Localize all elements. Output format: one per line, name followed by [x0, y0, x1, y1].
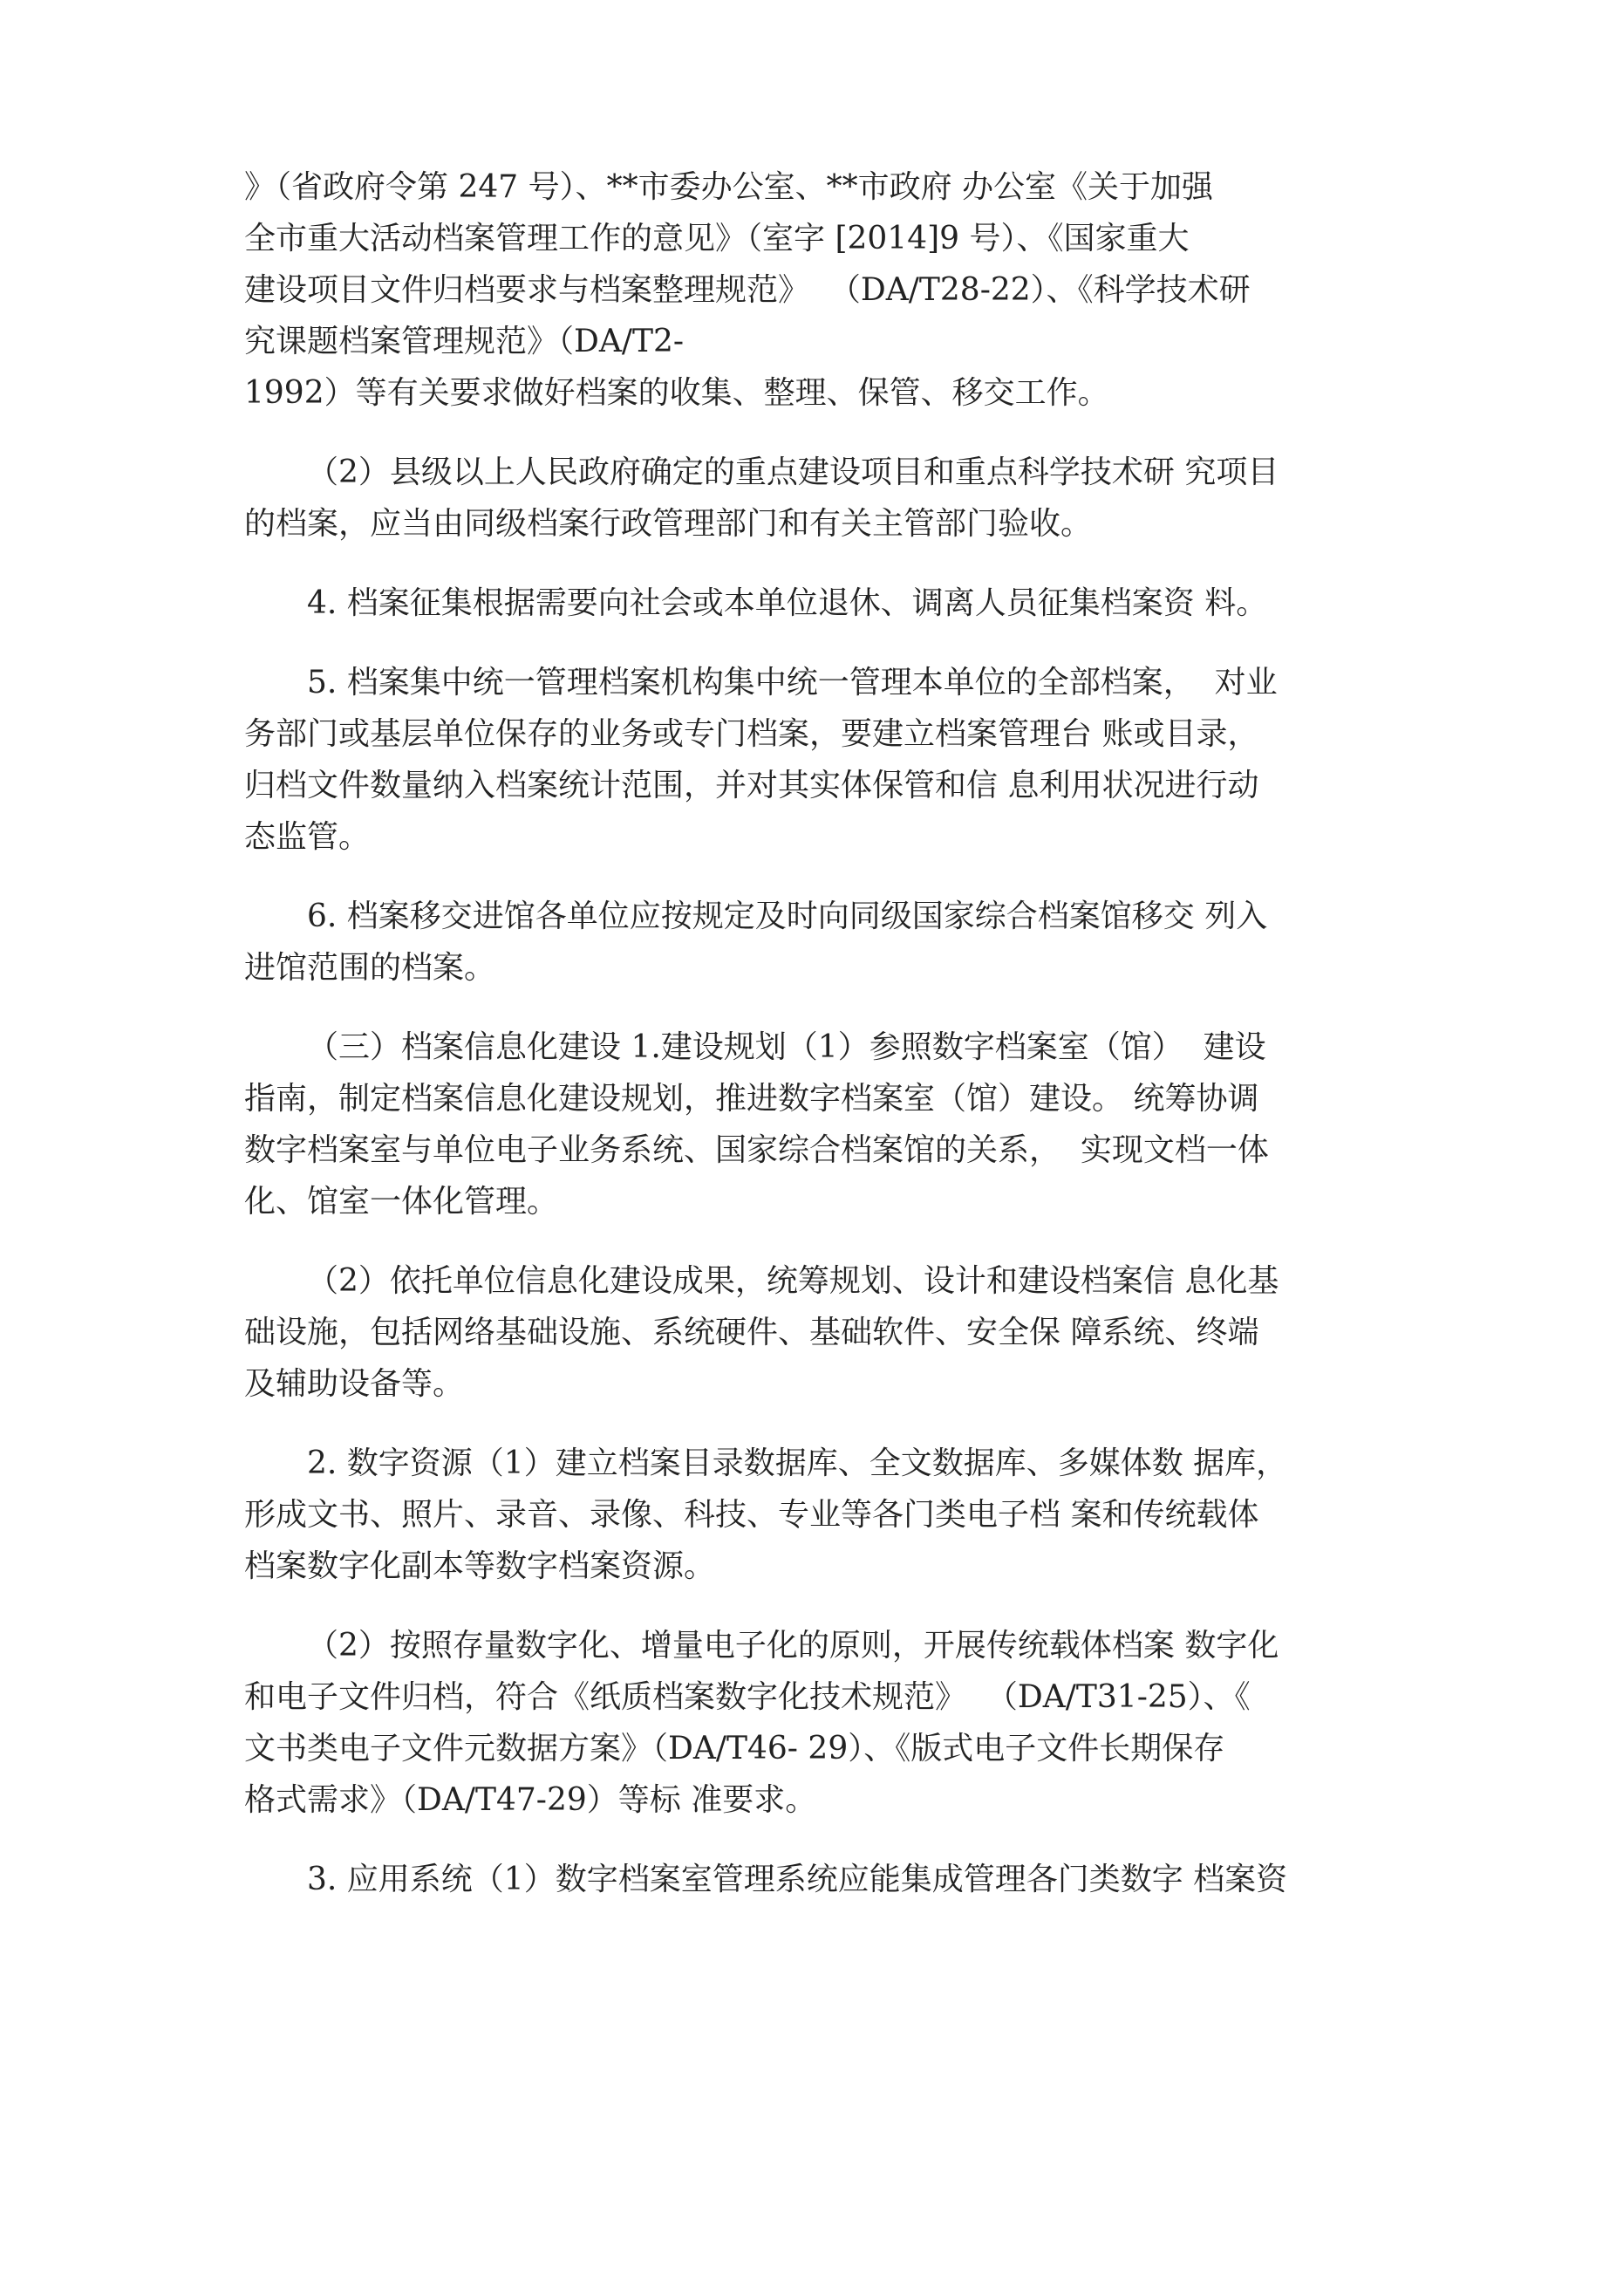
text-line: （2）依托单位信息化建设成果，统筹规划、设计和建设档案信 息化基	[307, 1263, 1279, 1299]
text-line: 全市重大活动档案管理工作的意见》（室字 [2014]9 号）、《国家重大	[244, 221, 1190, 256]
text-line: 和电子文件归档，符合《纸质档案数字化技术规范》 （DA/T31-25）、《	[244, 1679, 1251, 1715]
text-line: 态监管。	[244, 819, 371, 855]
text-line: 的档案，应当由同级档案行政管理部门和有关主管部门验收。	[244, 506, 1093, 542]
text-line: 格式需求》（DA/T47-29）等标 准要求。	[244, 1782, 817, 1818]
text-line: 1992）等有关要求做好档案的收集、整理、保管、移交工作。	[244, 375, 1109, 411]
text-line: 形成文书、照片、录音、录像、科技、专业等各门类电子档 案和传统载体	[244, 1497, 1259, 1533]
text-line: 指南，制定档案信息化建设规划，推进数字档案室（馆）建设。 统筹协调	[244, 1081, 1259, 1117]
text-line: 务部门或基层单位保存的业务或专门档案，要建立档案管理台 账或目录，	[244, 716, 1259, 752]
paragraph	[244, 1620, 1413, 1826]
text-line: （三）档案信息化建设 1.建设规划（1）参照数字档案室（馆） 建设	[307, 1029, 1266, 1065]
paragraph	[244, 577, 1413, 629]
paragraph	[244, 891, 1413, 994]
text-line: 2. 数字资源（1）建立档案目录数据库、全文数据库、多媒体数 据库，	[307, 1445, 1288, 1481]
text-line: 进馆范围的档案。	[244, 950, 496, 986]
paragraph	[244, 1022, 1413, 1227]
text-line: 》（省政府令第 247 号）、**市委办公室、**市政府 办公室《关于加强	[244, 169, 1214, 205]
text-line: 础设施，包括网络基础设施、系统硬件、基础软件、安全保 障系统、终端	[244, 1315, 1259, 1350]
paragraph	[244, 1438, 1413, 1592]
paragraph	[244, 1255, 1413, 1410]
paragraph	[244, 1854, 1413, 1905]
text-line: 及辅助设备等。	[244, 1366, 465, 1402]
text-line: 3. 应用系统（1）数字档案室管理系统应能集成管理各门类数字 档案资	[307, 1862, 1288, 1897]
text-line: 究课题档案管理规范》（DA/T2-	[244, 324, 685, 359]
text-line: 5. 档案集中统一管理档案机构集中统一管理本单位的全部档案， 对业	[307, 665, 1278, 700]
text-line: 4. 档案征集根据需要向社会或本单位退休、调离人员征集档案资 料。	[307, 585, 1268, 621]
text-line: 数字档案室与单位电子业务系统、国家综合档案馆的关系， 实现文档一体	[244, 1132, 1269, 1168]
paragraph	[244, 447, 1413, 550]
text-line: 6. 档案移交进馆各单位应按规定及时向同级国家综合档案馆移交 列入	[307, 899, 1268, 934]
paragraph	[244, 161, 1413, 419]
text-line: 化、馆室一体化管理。	[244, 1184, 559, 1220]
text-line: 档案数字化副本等数字档案资源。	[244, 1548, 716, 1584]
document-body	[244, 161, 1413, 1933]
text-line: （2）县级以上人民政府确定的重点建设项目和重点科学技术研 究项目	[307, 454, 1279, 490]
text-line: 建设项目文件归档要求与档案整理规范》 （DA/T28-22）、《科学技术研	[244, 272, 1251, 308]
text-line: 归档文件数量纳入档案统计范围，并对其实体保管和信 息利用状况进行动	[244, 768, 1259, 803]
text-line: （2）按照存量数字化、增量电子化的原则，开展传统载体档案 数字化	[307, 1628, 1279, 1664]
paragraph	[244, 657, 1413, 863]
text-line: 文书类电子文件元数据方案》（DA/T46- 29）、《版式电子文件长期保存	[244, 1731, 1225, 1766]
